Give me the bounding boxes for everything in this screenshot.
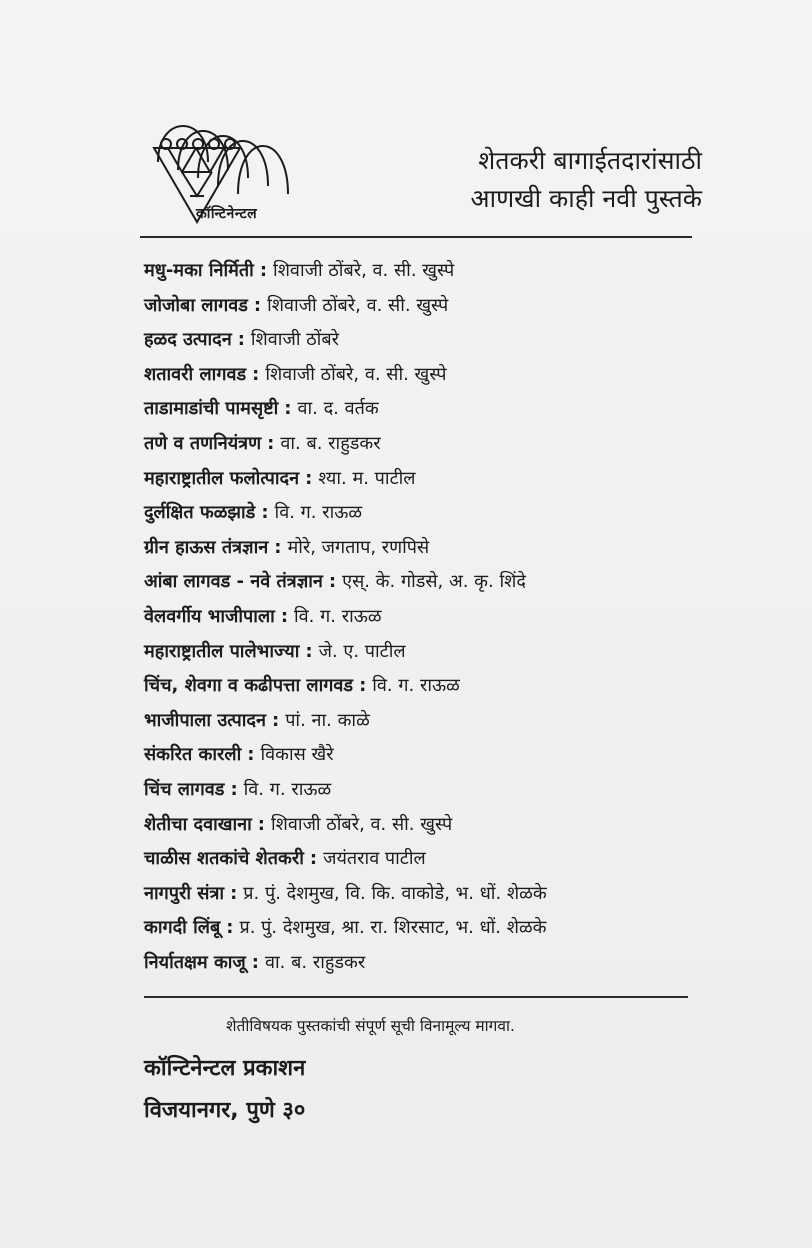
book-list-item [144, 706, 704, 741]
title-author-separator: : [261, 502, 269, 524]
book-list-item [144, 844, 704, 879]
title-author-separator: : [305, 467, 313, 489]
book-title: तणे व तणनियंत्रण [144, 432, 262, 454]
top-divider [140, 236, 692, 238]
book-list-item [144, 394, 704, 429]
book-list-item [144, 256, 704, 291]
page-title-line-1: शेतकरी बागाईतदारांसाठी [478, 146, 702, 175]
book-title: नागपुरी संत्रा [144, 882, 225, 904]
book-list-item [144, 913, 704, 948]
title-author-separator: : [252, 363, 260, 385]
book-title: चिंच, शेवगा व कढीपत्ता लागवड [144, 675, 354, 697]
book-title: संकरित कारली [144, 744, 242, 766]
book-title: हळद उत्पादन [144, 329, 232, 351]
book-list-item [144, 464, 704, 499]
publisher-address: विजयानगर, पुणे ३० [144, 1098, 306, 1123]
catalog-note: शेतीविषयक पुस्तकांची संपूर्ण सूची विनामूल्य मागवा. [226, 1017, 515, 1035]
book-list-item [144, 498, 704, 533]
book-title: महाराष्ट्रातील पालेभाज्या [144, 640, 300, 662]
book-list-item [144, 810, 704, 845]
book-title: महाराष्ट्रातील फलोत्पादन [144, 467, 300, 489]
book-author: शिवाजी ठोंबरे, व. सी. खुस्पे [273, 260, 455, 281]
book-author: वा. ब. राहुडकर [280, 432, 381, 454]
book-title: चाळीस शतकांचे शेतकरी [144, 848, 304, 870]
title-author-separator: : [280, 605, 289, 627]
book-author: वि. ग. राऊळ [243, 778, 332, 800]
book-author: जे. ए. पाटील [318, 640, 406, 662]
book-list-item [144, 637, 704, 672]
title-author-separator: : [247, 744, 255, 766]
book-author: वि. ग. राऊळ [274, 502, 363, 524]
book-title: ताडामाडांची पामसृष्टी [144, 398, 279, 420]
title-author-separator: : [359, 675, 367, 697]
book-list-item [144, 775, 704, 810]
title-author-separator: : [328, 571, 337, 593]
book-author: विकास खैरे [260, 744, 334, 766]
title-author-separator: : [237, 329, 245, 351]
book-title: जोजोबा लागवड [144, 294, 248, 316]
book-list-item [144, 671, 704, 706]
title-author-separator: : [230, 882, 238, 904]
book-author: पां. ना. काळे [285, 709, 370, 731]
book-list-item [144, 325, 704, 360]
title-author-separator: : [271, 709, 280, 731]
publisher-logo [148, 104, 308, 228]
book-list-item [144, 533, 704, 568]
book-title: वेलवर्गीय भाजीपाला [144, 605, 275, 627]
title-author-separator: : [309, 848, 318, 870]
book-author: श्या. म. पाटील [318, 467, 416, 489]
book-title: चिंच लागवड [144, 778, 225, 800]
book-author: शिवाजी ठोंबरे, व. सी. खुस्पे [271, 813, 453, 835]
book-list-item [144, 740, 704, 775]
book-author: शिवाजी ठोंबरे [250, 329, 339, 351]
book-title: शेतीचा दवाखाना [144, 813, 252, 835]
page-title-line-2: आणखी काही नवी पुस्तके [470, 184, 702, 213]
title-author-separator: : [226, 917, 234, 939]
book-title: ग्रीन हाऊस तंत्रज्ञान [144, 536, 269, 558]
book-author: वि. ग. राऊळ [372, 675, 460, 697]
title-author-separator: : [257, 813, 265, 835]
book-author: वा. द. वर्तक [297, 398, 379, 420]
title-author-separator: : [251, 951, 259, 973]
book-list-item [144, 879, 704, 914]
book-title: मधु-मका निर्मिती [144, 260, 254, 281]
book-author: वि. ग. राऊळ [294, 605, 382, 627]
book-list-item [144, 360, 704, 395]
book-list [144, 256, 704, 982]
book-title: निर्यातक्षम काजू [144, 951, 246, 973]
publisher-logo-text: कॉन्टिनेन्टल [196, 206, 258, 222]
book-title: दुर्लक्षित फळझाडे [144, 502, 256, 524]
book-author: वा. ब. राहुडकर [265, 951, 366, 973]
book-author: प्र. पुं. देशमुख, श्रा. रा. शिरसाट, भ. धों. शेळके [239, 917, 547, 939]
book-list-item [144, 291, 704, 326]
title-author-separator: : [274, 536, 282, 558]
title-author-separator: : [267, 432, 275, 454]
book-author: एस्. के. गोडसे, अ. कृ. शिंदे [342, 571, 526, 593]
publisher-name: कॉन्टिनेन्टल प्रकाशन [144, 1056, 306, 1081]
book-author: मोरे, जगताप, रणपिसे [287, 536, 430, 558]
book-list-item [144, 602, 704, 637]
book-title: कागदी लिंबू [144, 917, 221, 939]
page-title [471, 142, 702, 218]
book-author: जयंतराव पाटील [323, 848, 426, 870]
book-title: आंबा लागवड - नवे तंत्रज्ञान [144, 571, 323, 593]
title-author-separator: : [259, 260, 268, 281]
book-list-item [144, 948, 704, 983]
title-author-separator: : [253, 294, 262, 316]
title-author-separator: : [305, 640, 313, 662]
bottom-divider [144, 996, 688, 998]
book-list-item [144, 429, 704, 464]
book-title: भाजीपाला उत्पादन [144, 709, 266, 731]
book-author: शिवाजी ठोंबरे, व. सी. खुस्पे [267, 294, 449, 316]
book-author: प्र. पुं. देशमुख, वि. कि. वाकोडे, भ. धों. शेळके [243, 882, 547, 904]
title-author-separator: : [284, 398, 292, 420]
book-title: शतावरी लागवड [144, 363, 247, 385]
book-list-item [144, 567, 704, 602]
title-author-separator: : [230, 778, 238, 800]
book-author: शिवाजी ठोंबरे, व. सी. खुस्पे [265, 363, 447, 385]
